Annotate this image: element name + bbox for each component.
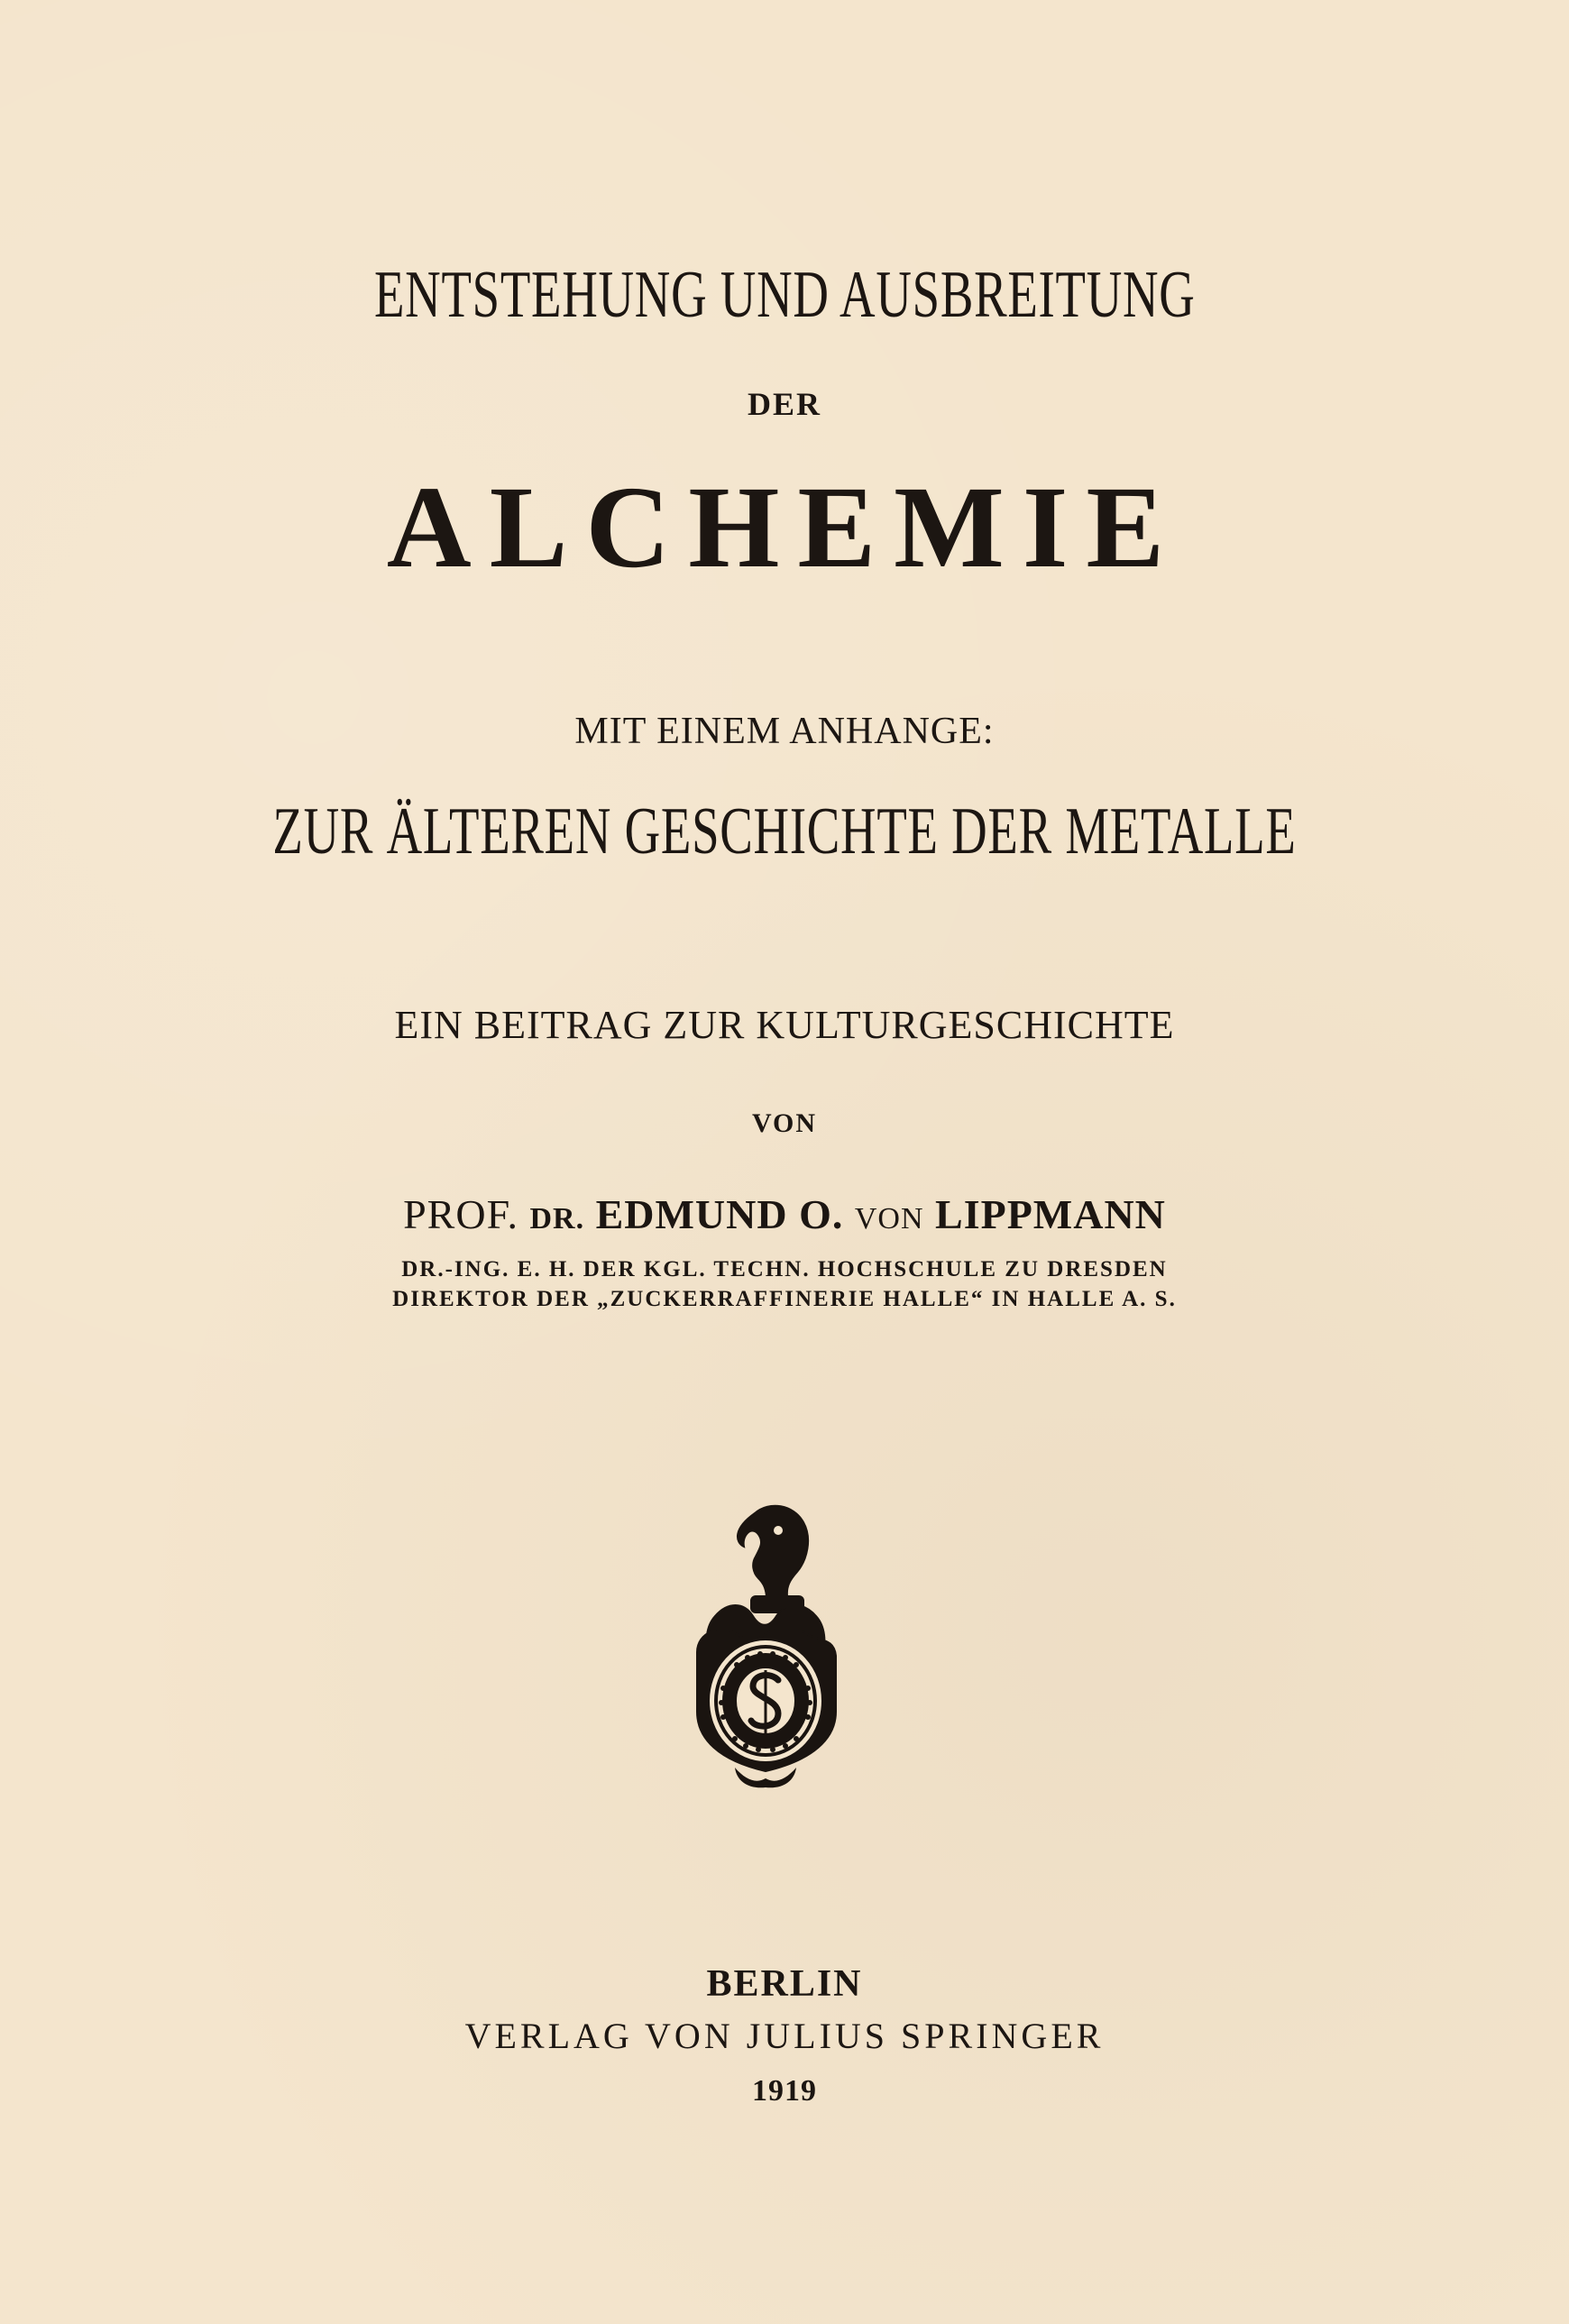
title-line-2: DER <box>747 386 821 422</box>
by-line: VON <box>751 1108 818 1138</box>
publication-year: 1919 <box>752 2074 817 2108</box>
subtitle-line-1: MIT EINEM ANHANGE: <box>574 711 995 752</box>
main-title: ALCHEMIE <box>386 463 1183 592</box>
subtitle-line-2: ZUR ÄLTEREN GESCHICHTE DER METALLE <box>272 795 1297 868</box>
springer-knight-emblem-icon <box>681 1497 848 1790</box>
series-note: EIN BEITRAG ZUR KULTURGESCHICHTE <box>394 1003 1175 1047</box>
author-affiliation-2: DIREKTOR DER „ZUCKERRAFFINERIE HALLE“ IN HALLE A. S. <box>392 1287 1177 1311</box>
author-name: PROF. DR. EDMUND O. VON LIPPMANN <box>403 1191 1166 1237</box>
publisher-city: BERLIN <box>706 1963 863 2005</box>
author-affiliation-1: DR.-ING. E. H. DER KGL. TECHN. HOCHSCHULE ZU DRESDEN <box>401 1257 1168 1281</box>
title-line-1: ENTSTEHUNG UND AUSBREITUNG <box>373 258 1196 332</box>
publisher-name: VERLAG VON JULIUS SPRINGER <box>464 2016 1105 2056</box>
